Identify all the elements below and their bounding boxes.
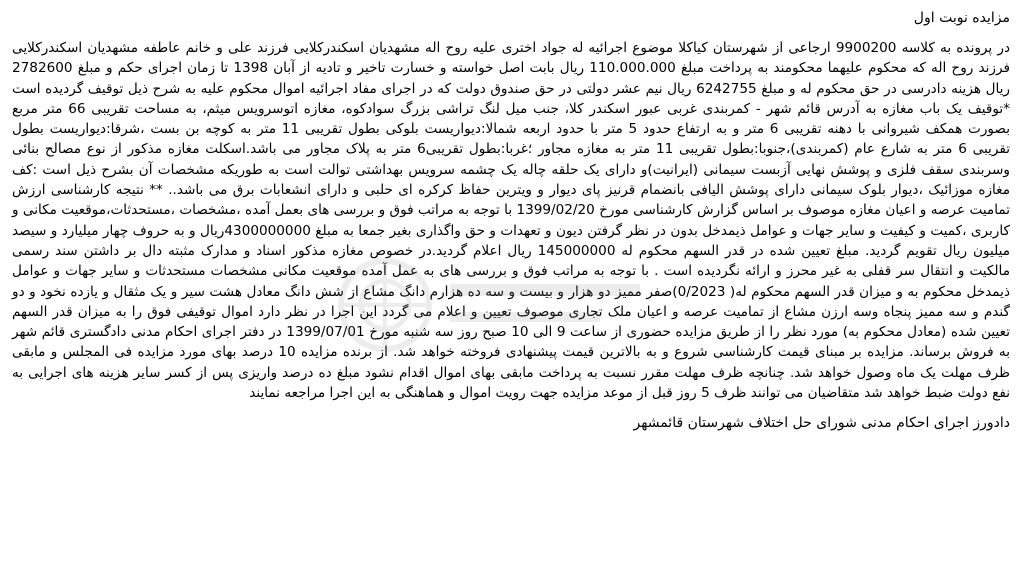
notice-signature: دادورز اجرای احکام مدنی شورای حل اختلاف شهرستان قائمشهر <box>633 415 1010 432</box>
notice-body: در پرونده به کلاسه 9900200 ارجاعی از شهرستان کیاکلا موضوع اجرائیه له جواد اختری علیه روح اله مشهدیان اسکندرکلایی فرزند علی و خانم عاطفه مشهدیان اسکندرکلایی فرزند روح اله که محکوم علیهما محکومند به پرداخت مبلغ 110.000.000 ریال بابت اصل خواسته و خسارت تاخیر و تادیه از آبان 1398 تا زمان اجرای حکم و مبلغ 2782600 ریال هزینه دادرسی در حق محکوم له و مبلغ 6242755 ریال نیم عشر دولتی در حق صندوق دولت که در اجرای مفاد اجرائیه اموال محکوم علیه به شرح ذیل توقیف گردیده است *توقیف یک باب مغازه به آدرس قائم شهر - کمربندی غربی عبور اسکندر کلا، جنب میل لنگ تراشی بزرگ سوادکوه، مغازه اتوسرویس میثم، به مساحت تقریبی 66 متر مربع بصورت همکف شیروانی با دهنه تقریبی 6 متر و به ارتفاع حدود 5 متر با حدود اربعه شمالا:دیواریست بلوکی بطول تقریبی 11 متر به کوچه بن بست ،شرقا:دیواریست بطول تقریبی 6 متر به شارع عام (کمربندی)،جنوبا:بطول تقریبی 11 متر به مغازه مجاور ؛غربا:بطول تقریبی6 متر به پلاک مجاور می باشد.اسکلت مغازه مذکور از نوع مصالح بنائی وسربندی سقف فلزی و پوشش نهایی آزبست سیمانی (ایرانیت)و دارای یک حلقه چاله یک چشمه سرویس بهداشتی توالت است به طوریکه مشخصات آن بشرح ذیل است :کف مغازه موزائیک ،دیوار بلوک سیمانی دارای پوشش الیافی بانضمام قرنیز پای دیوار و ویترین حفاظ کرکره ای حلبی و دارای انشعابات برق می باشد.. ** نتیجه کارشناسی ارزش تمامیت عرصه و اعیان مغازه موصوف بر اساس گزارش کارشناسی مورخ 1399/02/20 با توجه به مراتب فوق و بررسی های بعمل آمده ،مشخصات ،مستحدثات،موقعیت مکانی و کاربری ،کمیت و کیفیت و سایر جهات و عوامل ذیمدخل بدون در نظر گرفتن دیون و تعهدات و حق واگذاری بغیر جمعا به مبلغ 4300000000ریال و به حروف چهار میلیارد و سیصد میلیون ریال تقویم گردید. مبلغ تعیین شده در قدر السهم محکوم له 145000000 ریال اعلام گردید.در خصوص مغازه مذکور اسناد و مدارک مثبته دال بر داشتن سند رسمی مالکیت و انتقال سر قفلی به غیر محرز و ارائه نگردیده است . با توجه به مراتب فوق و بررسی های به عمل آمده موقعیت مکانی مشخصات مستحدثات و سایر جهات و عوامل ذیمدخل محکوم به و میزان قدر السهم محکوم له( 0/2023)صفر ممیز دو هزار و بیست و سه ده هزارم دانگ مشاع از شش دانگ معادل هشت سیر و یک مثقال و یازده نخود و دو گندم و سه ممیز پنجاه وسه ارزن مشاع از تمامیت عرصه و اعیان ملک تجاری موصوف تعیین و اعلام می گردد این اجرا در نظر دارد اموال توقیفی فوق را به میزان قدر السهم تعیین شده (معادل محکوم به) مورد نظر را از طریق مزایده حضوری از ساعت 9 الی 10 صبح روز سه شنبه مورخ 1399/07/01 در دفتر اجرای احکام مدنی دادگستری قائم شهر به فروش برساند. مزایده بر مبنای قیمت کارشناسی شروع و به بالاترین قیمت پیشنهادی فروخته خواهد شد. از برنده مزایده 10 درصد بهای مورد مزایده فی المجلس و مابقی ظرف مهلت یک ماه وصول خواهد شد. چنانچه ظرف مهلت مقرر نسبت به پرداخت مابقی بهای اموال اقدام نشود مبلغ ده درصد واریزی پس از کسر سایر هزینه های اجرایی به نفع دولت ضبط خواهد شد متقاضیان می توانند ظرف 5 روز قبل از موعد مزایده جهت رویت اموال و هماهنگی به این اجرا مراجعه نمایند <box>12 40 1011 402</box>
notice-title: مزایده نوبت اول <box>913 10 1010 26</box>
